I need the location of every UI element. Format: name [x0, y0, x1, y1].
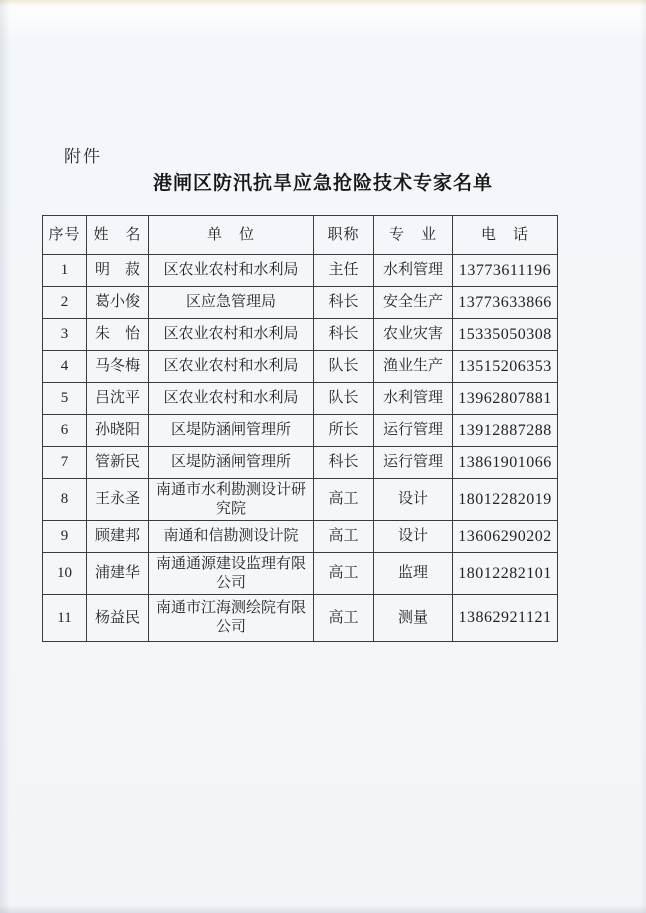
cell-name: 葛小俊	[87, 287, 149, 319]
cell-phone: 13962807881	[453, 383, 558, 415]
cell-name: 浦建华	[87, 553, 149, 595]
page-title: 港闸区防汛抗旱应急抢险技术专家名单	[152, 173, 493, 194]
cell-no: 1	[43, 255, 87, 287]
cell-name: 明 菽	[87, 255, 149, 287]
table-header-no: 序号	[43, 216, 87, 255]
cell-unit: 区农业农村和水利局	[149, 319, 314, 351]
attachment-label: 附件	[64, 147, 102, 166]
cell-name: 朱 怡	[87, 319, 149, 351]
cell-specialty: 水利管理	[374, 383, 453, 415]
table-row	[43, 255, 558, 287]
cell-phone: 15335050308	[453, 319, 558, 351]
cell-specialty: 设计	[374, 479, 453, 521]
cell-unit: 区农业农村和水利局	[149, 383, 314, 415]
cell-title: 高工	[314, 479, 374, 521]
cell-phone: 18012282101	[453, 553, 558, 595]
scan-edge-shadow-bottom	[0, 905, 646, 913]
cell-title: 科长	[314, 447, 374, 479]
cell-specialty: 测量	[374, 595, 453, 642]
cell-unit: 区堤防涵闸管理所	[149, 415, 314, 447]
cell-unit: 区农业农村和水利局	[149, 351, 314, 383]
cell-title: 高工	[314, 521, 374, 553]
table-row	[43, 383, 558, 415]
cell-no: 7	[43, 447, 87, 479]
cell-unit: 南通市水利勘测设计研究院	[149, 479, 314, 521]
cell-no: 8	[43, 479, 87, 521]
cell-title: 高工	[314, 553, 374, 595]
table-row	[43, 447, 558, 479]
cell-no: 9	[43, 521, 87, 553]
cell-specialty: 农业灾害	[374, 319, 453, 351]
cell-no: 2	[43, 287, 87, 319]
table-header-unit: 单 位	[149, 216, 314, 255]
cell-phone: 13861901066	[453, 447, 558, 479]
cell-phone: 18012282019	[453, 479, 558, 521]
cell-name: 杨益民	[87, 595, 149, 642]
cell-unit: 南通和信勘测设计院	[149, 521, 314, 553]
cell-title: 主任	[314, 255, 374, 287]
cell-phone: 13773633866	[453, 287, 558, 319]
cell-phone: 13606290202	[453, 521, 558, 553]
cell-specialty: 水利管理	[374, 255, 453, 287]
cell-title: 科长	[314, 319, 374, 351]
cell-name: 马冬梅	[87, 351, 149, 383]
cell-phone: 13773611196	[453, 255, 558, 287]
table-row	[43, 595, 558, 642]
table-row	[43, 415, 558, 447]
cell-specialty: 渔业生产	[374, 351, 453, 383]
cell-specialty: 运行管理	[374, 415, 453, 447]
cell-specialty: 设计	[374, 521, 453, 553]
table-row	[43, 553, 558, 595]
cell-name: 顾建邦	[87, 521, 149, 553]
scan-edge-shadow-left	[0, 0, 10, 913]
table-row	[43, 319, 558, 351]
cell-title: 所长	[314, 415, 374, 447]
expert-table	[42, 215, 558, 642]
scan-edge-shadow-right	[640, 0, 646, 913]
cell-name: 吕沈平	[87, 383, 149, 415]
table-row	[43, 479, 558, 521]
cell-unit: 区堤防涵闸管理所	[149, 447, 314, 479]
cell-name: 孙晓阳	[87, 415, 149, 447]
cell-phone: 13515206353	[453, 351, 558, 383]
cell-unit: 南通市江海测绘院有限公司	[149, 595, 314, 642]
table-header-row	[43, 216, 558, 255]
cell-unit: 区农业农村和水利局	[149, 255, 314, 287]
table-header-title: 职称	[314, 216, 374, 255]
cell-no: 6	[43, 415, 87, 447]
cell-no: 10	[43, 553, 87, 595]
table-row	[43, 521, 558, 553]
cell-title: 队长	[314, 383, 374, 415]
cell-name: 王永圣	[87, 479, 149, 521]
cell-unit: 南通通源建设监理有限公司	[149, 553, 314, 595]
cell-specialty: 运行管理	[374, 447, 453, 479]
table-header-name: 姓 名	[87, 216, 149, 255]
table-header-phone: 电 话	[453, 216, 558, 255]
cell-name: 管新民	[87, 447, 149, 479]
cell-phone: 13862921121	[453, 595, 558, 642]
cell-title: 科长	[314, 287, 374, 319]
cell-no: 3	[43, 319, 87, 351]
cell-no: 4	[43, 351, 87, 383]
cell-title: 高工	[314, 595, 374, 642]
cell-specialty: 安全生产	[374, 287, 453, 319]
table-row	[43, 287, 558, 319]
table-header-specialty: 专 业	[374, 216, 453, 255]
cell-specialty: 监理	[374, 553, 453, 595]
cell-unit: 区应急管理局	[149, 287, 314, 319]
cell-no: 5	[43, 383, 87, 415]
table-row	[43, 351, 558, 383]
cell-phone: 13912887288	[453, 415, 558, 447]
cell-no: 11	[43, 595, 87, 642]
cell-title: 队长	[314, 351, 374, 383]
